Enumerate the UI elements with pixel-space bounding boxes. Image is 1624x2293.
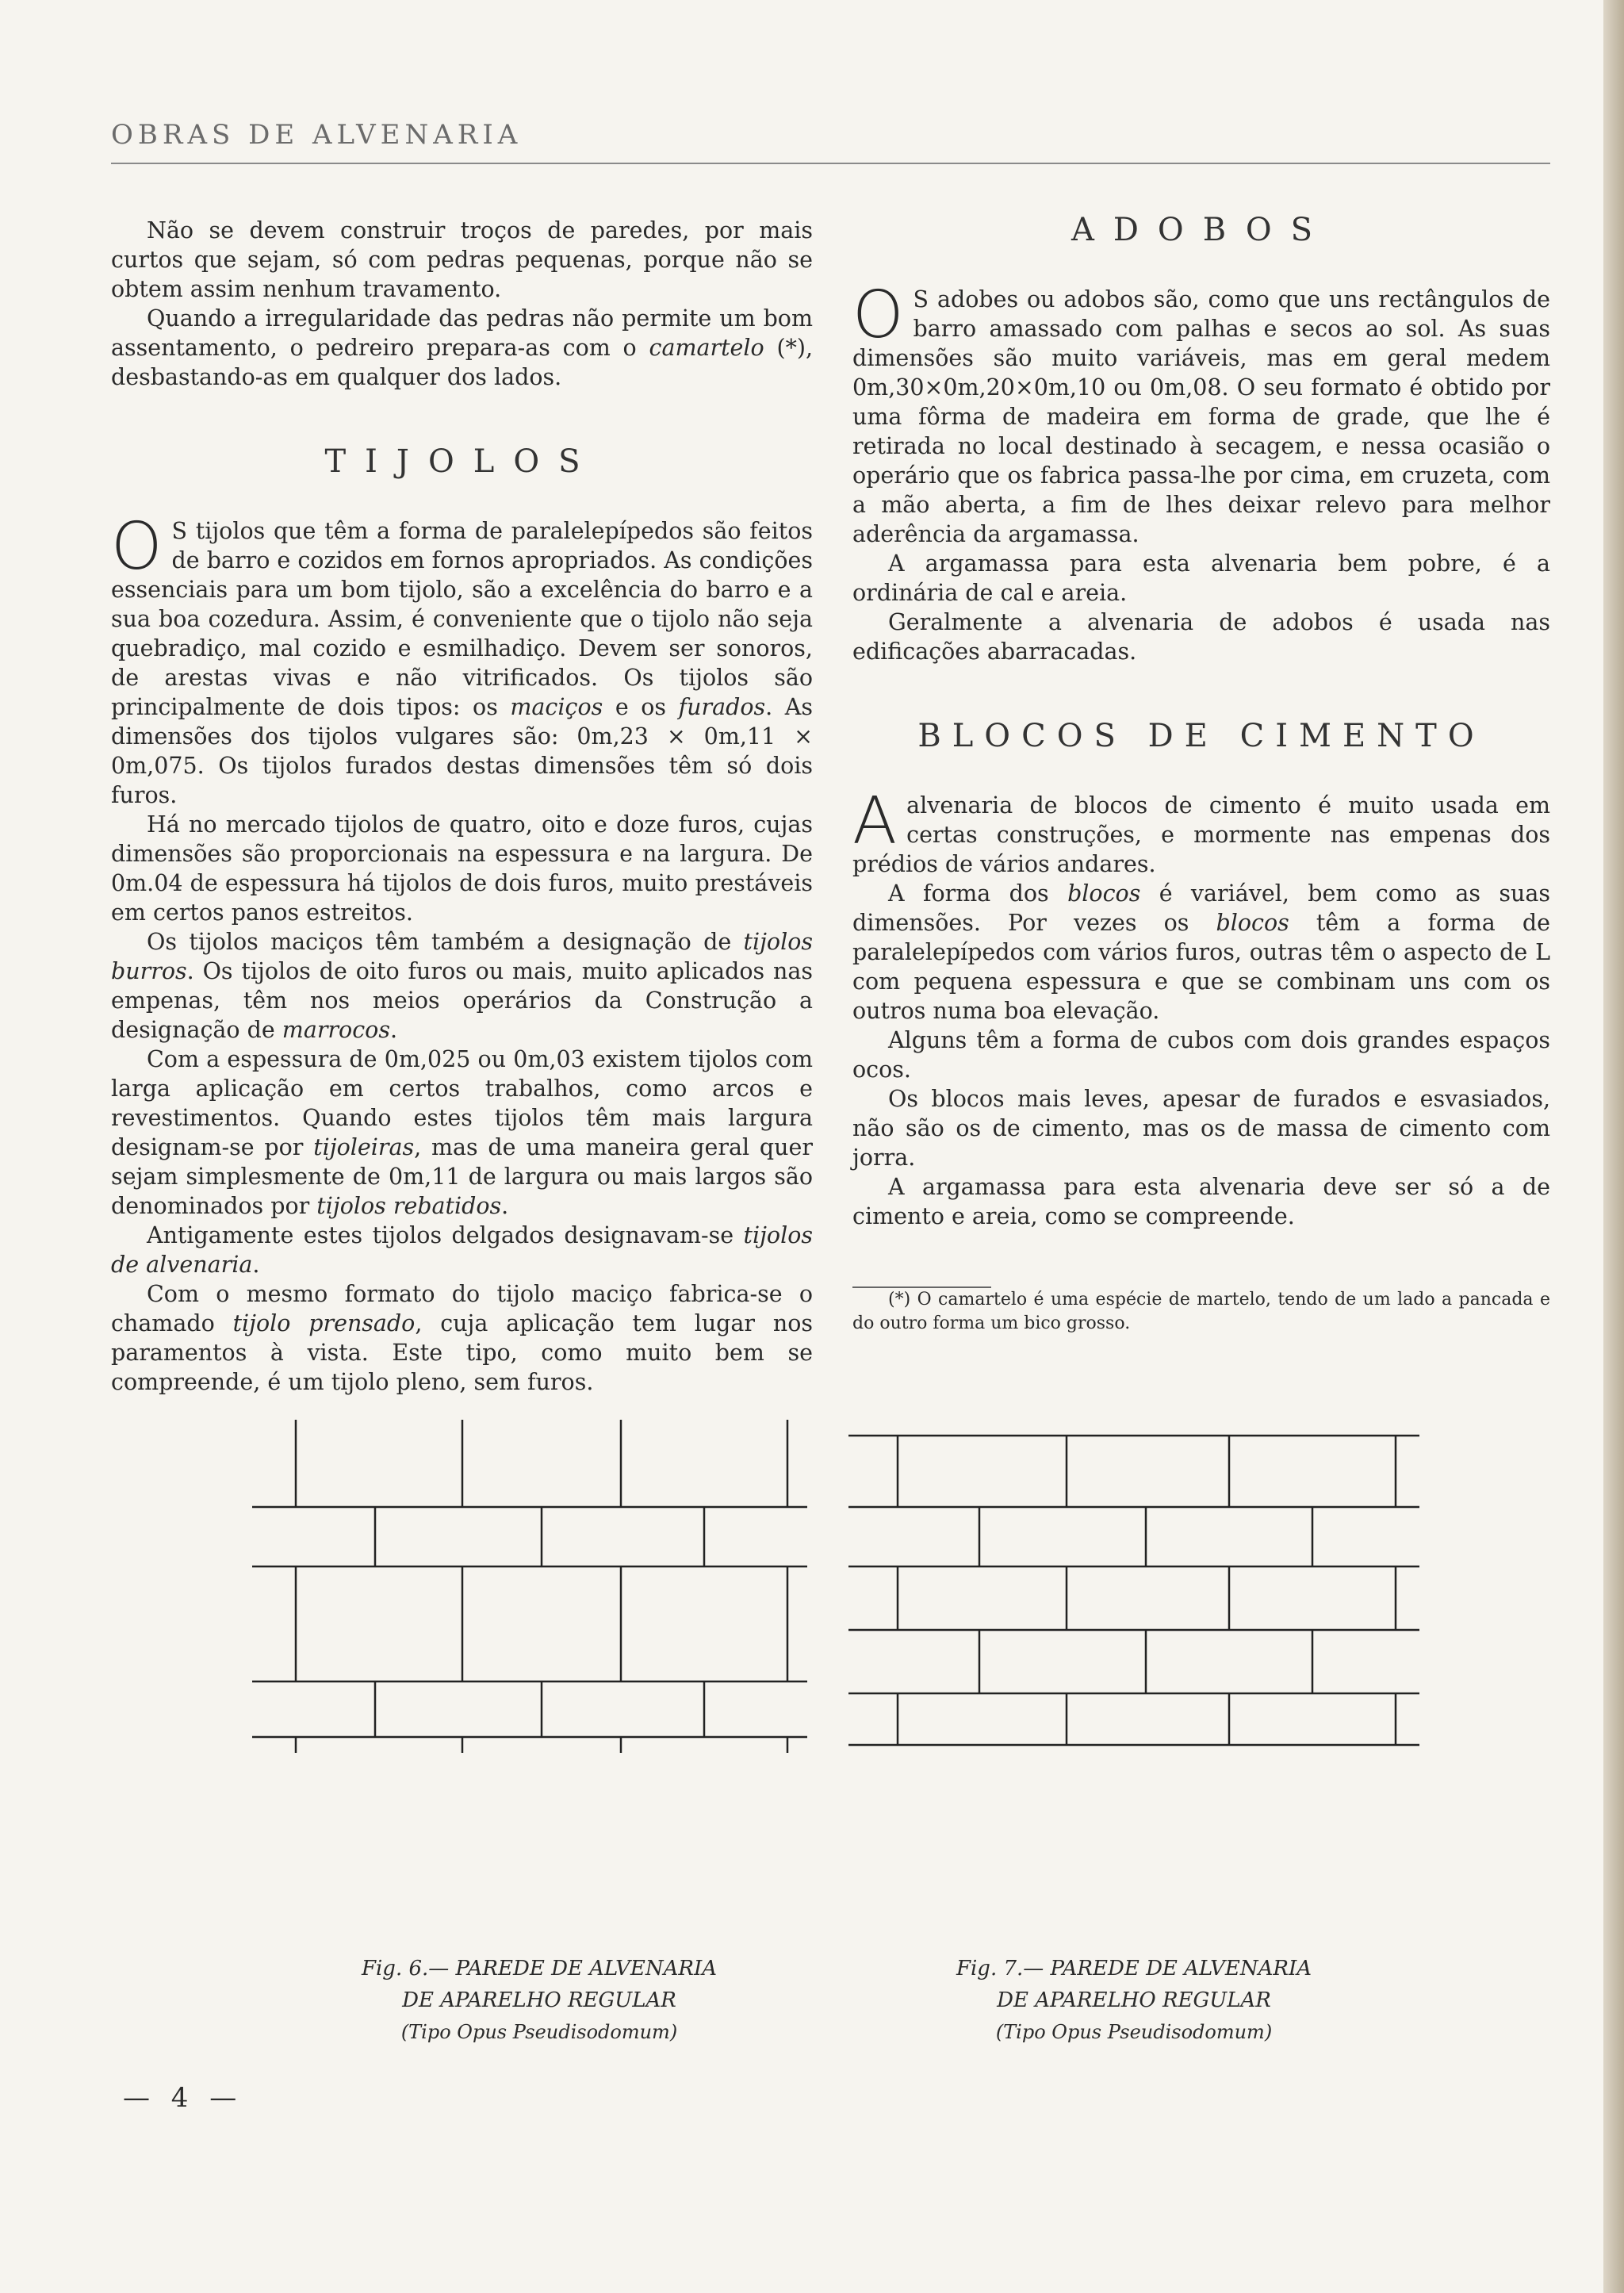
paragraph: Há no mercado tijolos de quatro, oito e doze furos, cujas dimensões são proporcionais na espessura e na largura. De 0m.04 de espessura há tijolos de dois furos, muito prestáveis em certos panos estreitos. [111,811,813,926]
paragraph: Os blocos mais leves, apesar de furados e esvasiados, não são os de cimento, mas os de massa de cimento com jorra. [852,1086,1550,1171]
paragraph: Alguns têm a forma de cubos com dois grandes espaços ocos. [852,1027,1550,1083]
paragraph: A argamassa para esta alvenaria bem pobre, é a ordinária de cal e areia. [852,550,1550,606]
figure-7-caption [833,1953,1435,2048]
page-edge-shadow [1603,0,1624,2293]
running-title: OBRAS DE ALVENARIA [111,119,523,151]
section-title-adobos: ADOBOS [1071,212,1332,248]
paragraph: Quando a irregularidade das pedras não permite um bom assentamento, o pedreiro prepara-as com o camartelo (*), desbastando-as em qualquer dos lados. [111,305,814,390]
right-column [852,212,1551,1336]
drop-cap: A [852,784,898,859]
figure-6-caption [238,1953,841,2048]
paragraph: A forma dos blocos é variável, bem como as suas dimensões. Por vezes os blocos têm a forma de paralelepípedos com vários furos, outras têm o aspecto de L com pequena espessura e que se combinam uns com os outros numa boa elevação. [852,880,1551,1024]
paragraph: Geralmente a alvenaria de adobos é usada nas edificações abarracadas. [852,609,1550,665]
figure-6-brick-wall [252,1420,807,1753]
drop-cap: O [111,509,163,585]
left-column [111,216,813,1397]
paragraph: Antigamente estes tijolos delgados designavam-se tijolos de alvenaria. [111,1222,813,1278]
caption-line: Fig. 7.— PAREDE DE ALVENARIA [956,1957,1312,1980]
paragraph: Aalvenaria de blocos de cimento é muito usada em certas construções, e mormente nas empenas dos prédios de vários andares. [852,784,1550,877]
header-rule [111,163,1550,164]
section-title-tijolos: TIJOLOS [324,443,599,480]
caption-line: (Tipo Opus Pseudisodomum) [995,2021,1273,2043]
caption-line: (Tipo Opus Pseudisodomum) [400,2021,678,2043]
paragraph: Com o mesmo formato do tijolo maciço fabrica-se o chamado tijolo prensado, cuja aplicação tem lugar nos paramentos à vista. Este tipo, como muito bem se compreende, é um tijolo pleno, sem furos. [111,1281,814,1395]
section-title-blocos: BLOCOS DE CIMENTO [917,718,1485,754]
paragraph: Com a espessura de 0m,025 ou 0m,03 existem tijolos com larga aplicação em certos trabalhos, como arcos e revestimentos. Quando estes tijolos têm mais largura designam-se por tijoleiras, mas de uma maneira geral quer sejam simplesmente de 0m,11 de largura ou mais largos são denominados por tijolos rebatidos. [111,1046,814,1219]
figure-7-block-wall [848,1420,1419,1753]
paragraph: O S tijolos que têm a forma de paralelepípedos são feitos de barro e cozidos em fornos apropriados. As condições essenciais para um bom tijolo, são a excelência do barro e a sua boa cozedura. Assim, é conveniente que o tijolo não seja quebradiço, mal cozido e esmilhadiço. Devem ser sonoros, de arestas vivas e não vitrificados. Os tijolos são principalmente de dois tipos: os maciços e os furados. As dimensões dos tijolos vulgares são: 0m,23 × 0m,11 × 0m,075. Os tijolos furados destas dimensões têm só dois furos. [111,509,814,808]
paragraph: O S adobes ou adobos são, como que uns rectângulos de barro amassado com palhas e secos ao sol. As suas dimensões são muito variáveis, mas em geral medem 0m,30×0m,20×0m,10 ou 0m,08. O seu formato é obtido por uma fôrma de madeira em forma de grade, que lhe é retirada no local destinado à secagem, e nessa ocasião o operário que os fabrica passa-lhe por cima, em cruzeta, com a mão aberta, a fim de lhes deixar relevo para melhor aderência da argamassa. [852,278,1550,547]
paragraph: Não se devem construir troços de paredes, por mais curtos que sejam, só com pedras pequenas, porque não se obtem assim nenhum travamento. [111,217,813,302]
paragraph: Os tijolos maciços têm também a designação de tijolos burros. Os tijolos de oito furos ou mais, muito aplicados nas empenas, têm nos meios operários da Construção a designação de marrocos. [111,929,813,1043]
drop-cap: O [852,278,904,353]
page-number: — 4 — [123,2082,243,2114]
caption-line: DE APARELHO REGULAR [997,1988,1271,2012]
caption-line: Fig. 6.— PAREDE DE ALVENARIA [361,1957,718,1980]
caption-line: DE APARELHO REGULAR [402,1988,676,2012]
paragraph: A argamassa para esta alvenaria deve ser só a de cimento e areia, como se compreende. [852,1174,1550,1229]
footnote: (*) O camartelo é uma espécie de martelo, tendo de um lado a pancada e do outro forma um bico grosso. [852,1290,1550,1333]
